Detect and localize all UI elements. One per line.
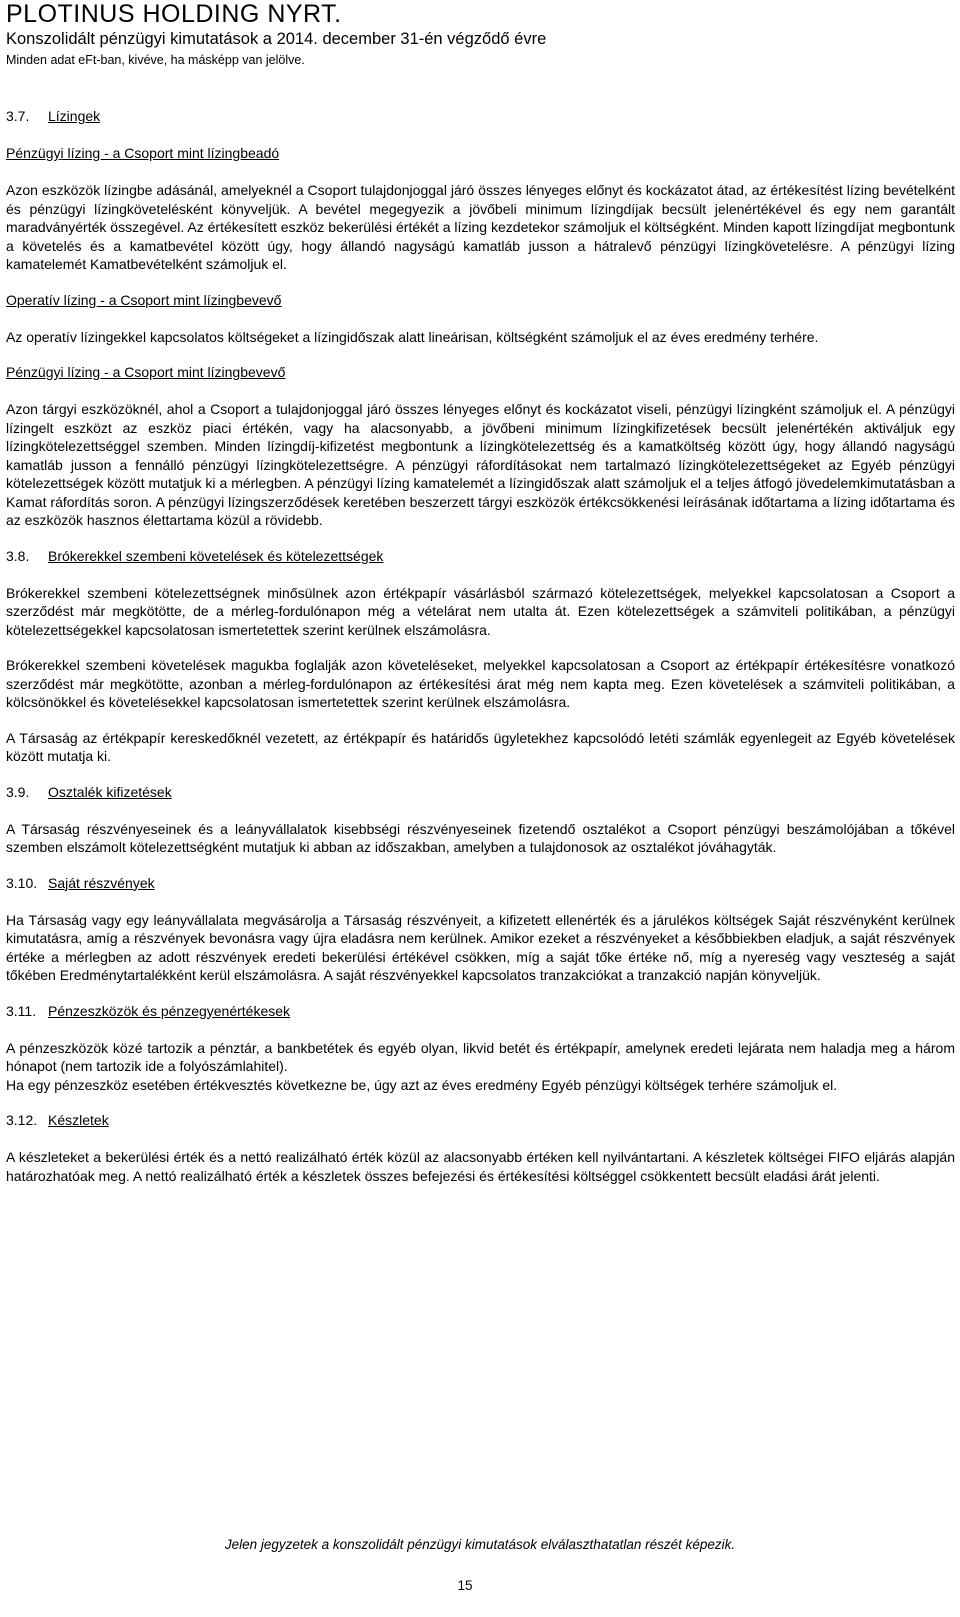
footer-note: Jelen jegyzetek a konszolidált pénzügyi kimutatások elválaszthatatlan részét képezik.: [224, 1537, 736, 1552]
subheading-finance-lease-lessor: Pénzügyi lízing - a Csoport mint lízingbeadó: [6, 145, 280, 161]
paragraph: A készleteket a bekerülési érték és a nettó realizálható érték közül az alacsonyabb értéken kell nyilvántartani. A készletek költségei FIFO eljárás alapján határozhatóak meg. A nettó realizálható érték a készletek összes befejezési és értékesítési költséggel csökkentett becsült eladási árát jelenti.: [6, 1149, 955, 1184]
paragraph: A pénzeszközök közé tartozik a pénztár, a bankbetétek és egyéb olyan, likvid betét és értékpapír, amelynek eredeti lejárata nem haladja meg a három hónapot (nem tartozik ide a folyószámlahitel).: [6, 1039, 955, 1074]
paragraph: Ha egy pénzeszköz esetében értékvesztés következne be, úgy azt az éves eredmény Egyéb pénzügyi költségek terhére számoljuk el.: [6, 1076, 838, 1093]
page-number: 15: [457, 1578, 473, 1593]
company-name: PLOTINUS HOLDING NYRT.: [6, 0, 342, 28]
paragraph: Brókerekkel szembeni követelések magukba foglalják azon követeléseket, melyekkel kapcsolatosan a Csoport az értékpapír értékesítésre vonatkozó szerződést már megkötötte, azonban a mérleg-fordulónapon az értékesítési árat még nem kapta meg. Ezen követelések a számviteli politikában, a kölcsönökkel és követelésekkel kapcsolatosan ismertetettek szerint kerülnek elszámolásra.: [6, 657, 955, 710]
paragraph: Az operatív lízingekkel kapcsolatos költségeket a lízingidőszak alatt lineárisan, költségként számoljuk el az éves eredmény terhére.: [6, 328, 819, 345]
paragraph: A Társaság részvényeseinek és a leányvállalatok kisebbségi részvényeseinek fizetendő osztalékot a Csoport pénzügyi beszámolójában a tőkével szemben elszámolt kötelezettségként mutatjuk ki abban az időszakban, amelyben a tulajdonosok az osztalékot jóváhagyták.: [6, 820, 955, 855]
section-number: 3.11.: [6, 1002, 37, 1019]
section-title: Brókerekkel szembeni követelések és kötelezettségek: [48, 547, 384, 564]
section-title: Lízingek: [48, 108, 101, 124]
section-heading-inventories: [6, 1111, 955, 1129]
subheading-operating-lease-lessee: Operatív lízing - a Csoport mint lízingbevevő: [6, 291, 282, 308]
currency-note: Minden adat eFt-ban, kivéve, ha másképp van jelölve.: [6, 53, 305, 67]
section-heading-leasing: [6, 107, 955, 125]
paragraph: A Társaság az értékpapír kereskedőknél vezetett, az értékpapír és határidős ügyletekhez kapcsolódó letéti számlák egyenlegeit az Egyéb követelések között mutatja ki.: [6, 729, 955, 764]
page-header: [6, 0, 546, 68]
section-heading-brokers: [6, 547, 955, 565]
subheading-finance-lease-lessee: Pénzügyi lízing - a Csoport mint lízingbevevő: [6, 364, 286, 380]
section-heading-cash: [6, 1002, 955, 1020]
section-number: 3.12.: [6, 1112, 38, 1128]
section-title: Pénzeszközök és pénzegyenértékesek: [48, 1002, 291, 1019]
document-body: [6, 107, 955, 1185]
section-number: 3.9.: [6, 783, 30, 800]
section-title: Készletek: [48, 1112, 109, 1128]
section-number: 3.7.: [6, 108, 30, 124]
paragraph: Azon tárgyi eszközöknél, ahol a Csoport a tulajdonjoggal járó összes lényeges előnyt és kockázatot viseli, pénzügyi lízingként számoljuk el. A pénzügyi lízingelt eszközt az eszköz piaci értékén, vagy ha alacsonyabb, a jövőbeni minimum lízingkifizetések becsült jelenértékén aktiváljuk egy lízingkötelezettséggel szemben. Minden lízingdíj-kifizetést megbontunk a lízingkötelezettség és a kamatköltség között úgy, hogy állandó nagyságú kamatláb jusson a fennálló pénzügyi lízingkötelezettségre. A pénzügyi ráfordításokat nem tartalmazó lízingkötelezettségeket az Egyéb pénzügyi kötelezettségek között mutatjuk ki a mérlegben. A pénzügyi lízing kamatelemét a lízingidőszak alatt számoljuk el a teljes átfogó jövedelemkimutatásban a Kamat ráfordítás soron. A pénzügyi lízingszerződések keretében beszerzett tárgyi eszközök értékcsökkenési leírásának időtartama a lízing időtartama és az eszközök hasznos élettartama közül a rövidebb.: [6, 401, 955, 528]
section-title: Osztalék kifizetések: [48, 783, 172, 800]
section-title: Saját részvények: [48, 874, 155, 891]
paragraph: Ha Társaság vagy egy leányvállalata megvásárolja a Társaság részvényeit, a kifizetett ellenérték és a járulékos költségek Saját részvényként kerülnek kimutatásra, amíg a részvények bevonásra vagy újra eladásra nem kerülnek. Amikor ezeket a részvényeket a későbbiekben eladjuk, a saját részvények értéke a mérlegben az adott részvények eredeti bekerülési értékével csökken, míg a saját tőke értéke nő, míg a nyereség vagy veszteség a saját tőkében Eredménytartalékként kerül elszámolásra. A saját részvényekkel kapcsolatos tranzakciókat a tranzakció napján könyveljük.: [6, 911, 955, 983]
section-heading-treasury-shares: [6, 874, 955, 892]
section-number: 3.8.: [6, 547, 30, 564]
report-subtitle: Konszolidált pénzügyi kimutatások a 2014. december 31-én végződő évre: [6, 30, 547, 48]
paragraph: Azon eszközök lízingbe adásánál, amelyeknél a Csoport tulajdonjoggal járó összes lényeges előnyt és kockázatot átad, az értékesítést lízing bevételként és pénzügyi lízingkövetelésként könyveljük. A bevétel megegyezik a jövőbeli minimum lízingdíjak becsült jelenértékével és egy nem garantált maradványérték összegével. Az értékesített eszköz bekerülési értékét a lízing kezdetekor számoljuk el költségként. Minden kapott lízingdíjat megbontunk a követelés és a kamatbevétel között úgy, hogy állandó nagyságú kamatláb jusson a hátralevő pénzügyi lízingkövetelésre. A pénzügyi lízing kamatelemét Kamatbevételként számoljuk el.: [6, 182, 955, 272]
section-heading-dividends: [6, 783, 955, 801]
section-number: 3.10.: [6, 874, 38, 891]
paragraph: Brókerekkel szembeni kötelezettségnek minősülnek azon értékpapír vásárlásból származó kötelezettségek, melyekkel kapcsolatosan a Csoport a szerződést már megkötötte, de a mérleg-fordulónapon még a vételárat nem utalta át. Ezen kötelezettségek a számviteli politikában, a pénzügyi kötelezettségekkel kapcsolatosan ismertetettek szerint kerülnek elszámolásra.: [6, 584, 955, 638]
